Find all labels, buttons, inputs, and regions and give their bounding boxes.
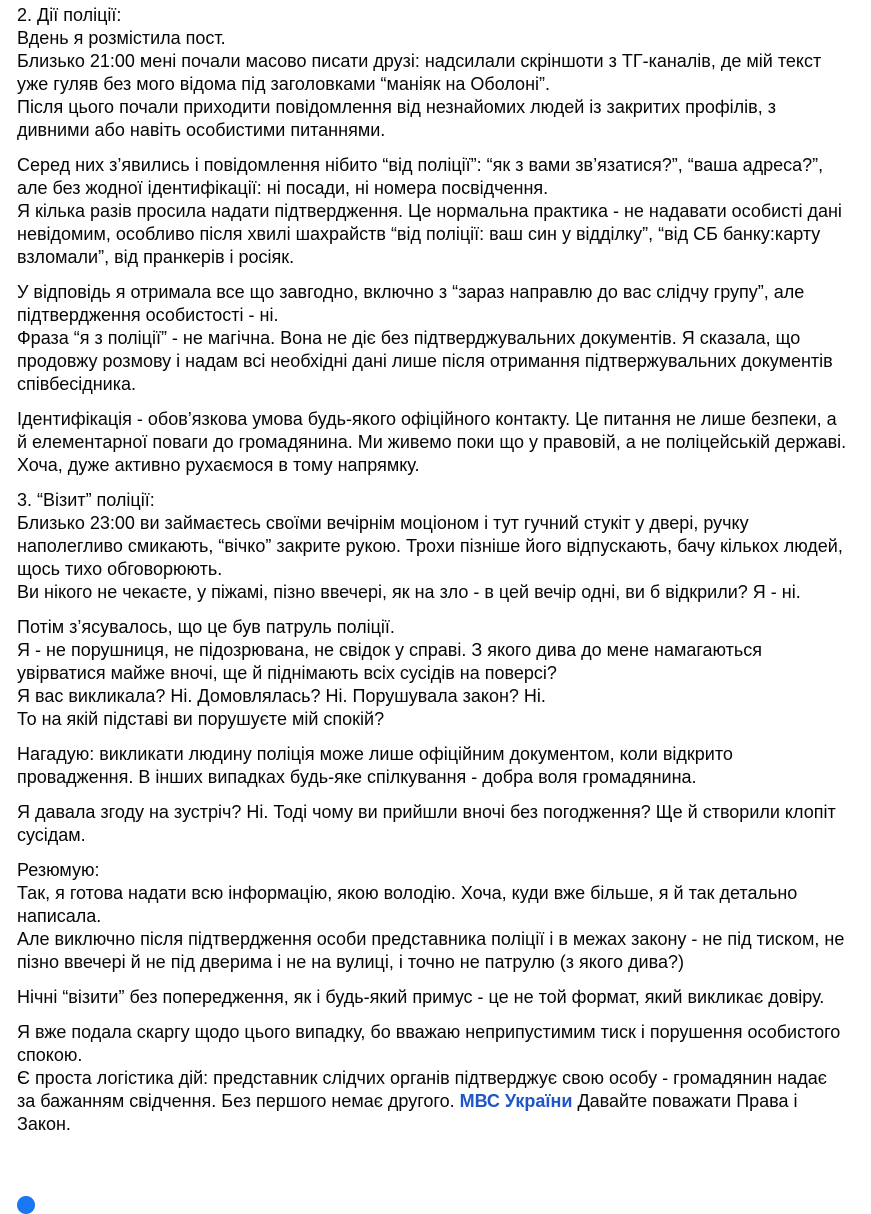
final-text-after: Давайте поважати Права і Закон.	[17, 1091, 798, 1134]
text-line: Потім з’ясувалось, що це був патруль поліції.	[17, 617, 395, 637]
text-line: Нічні “візити” без попередження, як і будь-який примус - це не той формат, який викликає довіру.	[17, 987, 825, 1007]
post-paragraph	[17, 489, 847, 604]
post-paragraph	[17, 801, 847, 847]
post-paragraph	[17, 986, 847, 1009]
text-line: То на якій підставі ви порушуєте мій спокій?	[17, 709, 385, 729]
text-line: Так, я готова надати всю інформацію, якою володію. Хоча, куди вже більше, я й так детально написала.	[17, 883, 798, 926]
final-text-before: Є проста логістика дій: представник слідчих органів підтверджує свою особу - громадянин надає за бажанням свідчення. Без першого немає другого.	[17, 1068, 827, 1111]
text-line: Нагадую: викликати людину поліція може лише офіційним документом, коли відкрито провадження. В інших випадках будь-яке спілкування - добра воля громадянина.	[17, 744, 733, 787]
post-paragraph	[17, 743, 847, 789]
text-line: Я - не порушниця, не підозрювана, не свідок у справі. З якого дива до мене намагаються увірватися майже вночі, ще й піднімають всіх сусідів на поверсі?	[17, 640, 763, 683]
post-paragraph	[17, 616, 847, 731]
post-paragraph	[17, 154, 847, 269]
text-line: Я давала згоду на зустріч? Ні. Тоді чому ви прийшли вночі без погодження? Ще й створили клопіт сусідам.	[17, 802, 836, 845]
text-line: Я вас викликала? Ні. Домовлялась? Ні. Порушувала закон? Ні.	[17, 686, 546, 706]
post-paragraph	[17, 859, 847, 974]
text-line: Ідентифікація - обов’язкова умова будь-якого офіційного контакту. Це питання не лише безпеки, а й елементарної поваги до громадянина. Ми живемо поки що у правовій, а не поліцейській державі. Хоча, дуже активно рухаємося в тому напрямку.	[17, 409, 847, 475]
text-line: Фраза “я з поліції” - не магічна. Вона не діє без підтверджувальних документів. Я сказала, що продовжу розмову і надам всі необхідні дані лише після отримання підтвержувальних документів співбесідника.	[17, 328, 833, 394]
text-line: Але виключно після підтвердження особи представника поліції і в межах закону - не під тиском, не пізно ввечері й не під дверима і не на вулиці, і точно не патрулю (з якого дива?)	[17, 929, 845, 972]
final-text-line	[17, 1067, 847, 1136]
post-paragraph	[17, 1021, 847, 1136]
text-line: У відповідь я отримала все що завгодно, включно з “зараз направлю до вас слідчу групу”, але підтвердження особистості - ні.	[17, 282, 805, 325]
post-paragraph	[17, 281, 847, 396]
text-line: Ви нікого не чекаєте, у піжамі, пізно ввечері, як на зло - в цей вечір одні, ви б відкрили? Я - ні.	[17, 582, 801, 602]
post-paragraph	[17, 4, 847, 142]
text-line: Близько 23:00 ви займаєтесь своїми вечірнім моціоном і тут гучний стукіт у двері, ручку наполегливо смикають, “вічко” закрите рукою. Трохи пізніше його відпускають, бачу кількох людей, щось тихо обговорюють.	[17, 513, 843, 579]
text-line: Після цього почали приходити повідомлення від незнайомих людей із закритих профілів, з дивними або навіть особистими питаннями.	[17, 97, 776, 140]
text-line: Серед них з’явились і повідомлення нібито “від поліції”: “як з вами зв’язатися?”, “ваша адреса?”, але без жодної ідентифікації: ні посади, ні номера посвідчення.	[17, 155, 824, 198]
text-line: Я кілька разів просила надати підтвердження. Це нормальна практика - не надавати особисті дані невідомим, особливо після хвилі шахрайств “від поліції: ваш син у відділку”, “від СБ банку:карту взломали”, від пранкерів і росіяк.	[17, 201, 842, 267]
like-reaction-icon	[17, 1196, 35, 1214]
text-line: Близько 21:00 мені почали масово писати друзі: надсилали скріншоти з ТГ-каналів, де мій текст уже гуляв без мого відома під заголовками “маніяк на Оболоні”.	[17, 51, 822, 94]
section-heading-police-actions: 2. Дії поліції:	[17, 5, 122, 25]
text-line: Я вже подала скаргу щодо цього випадку, бо вважаю неприпустимим тиск і порушення особистого спокою.	[17, 1022, 841, 1065]
section-heading-police-visit: 3. “Візит” поліції:	[17, 490, 155, 510]
mention-link-mvs[interactable]: МВС України	[459, 1091, 573, 1111]
text-line: Вдень я розмістила пост.	[17, 28, 226, 48]
post-paragraph	[17, 408, 847, 477]
section-heading-summary: Резюмую:	[17, 860, 100, 880]
